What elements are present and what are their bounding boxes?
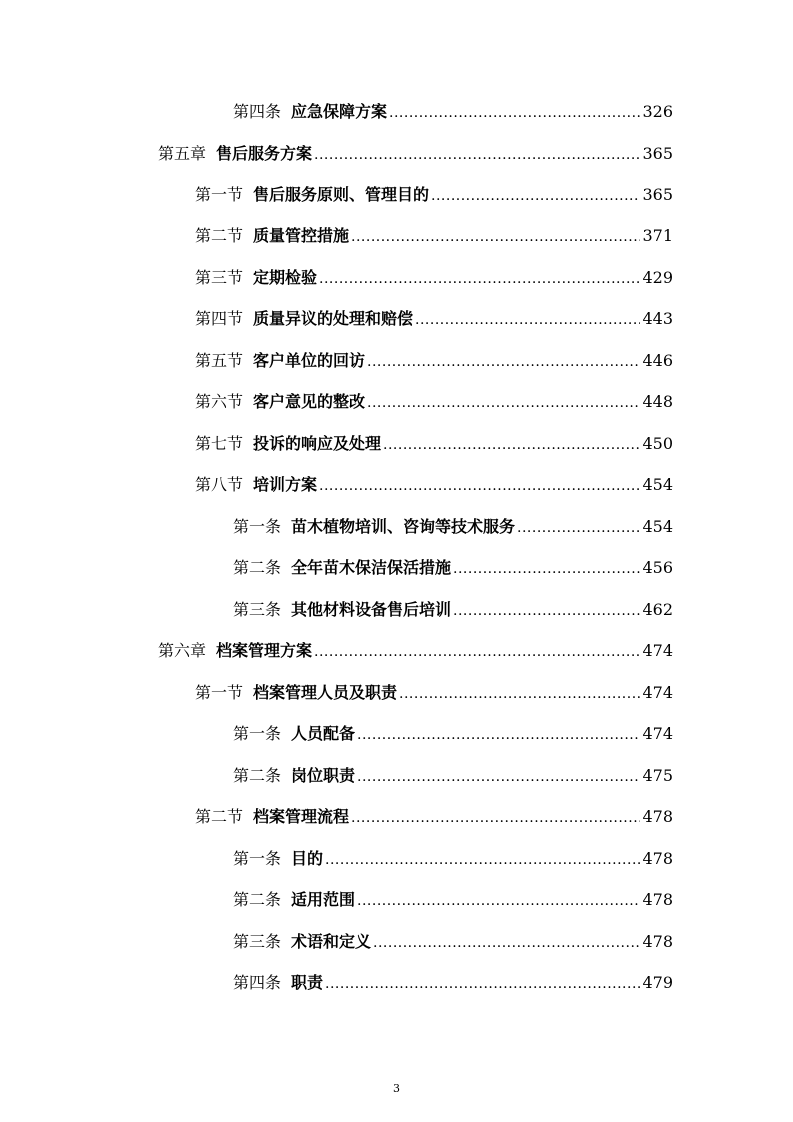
- toc-entry-number: 第七节: [195, 434, 244, 453]
- dot-leader: [314, 643, 640, 661]
- toc-entry-number: 第二条: [233, 890, 282, 909]
- dot-leader: [351, 228, 640, 246]
- dot-leader: [357, 768, 640, 786]
- toc-entry-page: 462: [642, 600, 673, 619]
- toc-entry-title: 岗位职责: [291, 766, 356, 785]
- toc-entry[interactable]: [195, 803, 673, 827]
- toc-entry[interactable]: [233, 554, 673, 578]
- dot-leader: [373, 934, 640, 952]
- toc-entry-page: 474: [642, 683, 673, 702]
- dot-leader: [357, 892, 640, 910]
- toc-entry-page: 478: [642, 807, 673, 826]
- toc-entry[interactable]: [195, 305, 673, 329]
- toc-entry-title: 档案管理人员及职责: [253, 683, 398, 702]
- toc-entry-page: 450: [642, 434, 673, 453]
- toc-entry[interactable]: [195, 679, 673, 703]
- toc-entry[interactable]: [233, 762, 673, 786]
- toc-entry-page: 474: [642, 641, 673, 660]
- toc-entry-page: 478: [642, 890, 673, 909]
- toc-entry-title: 人员配备: [291, 724, 356, 743]
- toc-entry-number: 第一条: [233, 849, 282, 868]
- toc-entry-title: 应急保障方案: [291, 102, 388, 121]
- toc-entry-number: 第一节: [195, 185, 244, 204]
- toc-entry[interactable]: [233, 720, 673, 744]
- toc-entry[interactable]: [195, 347, 673, 371]
- dot-leader: [389, 104, 640, 122]
- dot-leader: [314, 146, 640, 164]
- toc-entry-page: 456: [642, 558, 673, 577]
- toc-entry-title: 客户单位的回访: [253, 351, 366, 370]
- toc-entry[interactable]: [233, 886, 673, 910]
- dot-leader: [453, 560, 640, 578]
- toc-entry-number: 第二条: [233, 766, 282, 785]
- toc-entry-title: 定期检验: [253, 268, 318, 287]
- toc-entry[interactable]: [233, 596, 673, 620]
- dot-leader: [357, 726, 640, 744]
- toc-entry-title: 售后服务方案: [216, 144, 313, 163]
- toc-entry[interactable]: [195, 264, 673, 288]
- toc-entry-page: 365: [642, 144, 673, 163]
- toc-entry-title: 全年苗木保洁保活措施: [291, 558, 452, 577]
- toc-entry[interactable]: [158, 140, 673, 164]
- toc-entry-title: 客户意见的整改: [253, 392, 366, 411]
- toc-entry-number: 第二节: [195, 807, 244, 826]
- toc-entry-page: 371: [642, 226, 673, 245]
- toc-entry-number: 第八节: [195, 475, 244, 494]
- toc-entry-title: 苗木植物培训、咨询等技术服务: [291, 517, 516, 536]
- toc-entry-number: 第三条: [233, 932, 282, 951]
- toc-entry-title: 其他材料设备售后培训: [291, 600, 452, 619]
- toc-entry-number: 第一条: [233, 517, 282, 536]
- dot-leader: [431, 187, 640, 205]
- toc-entry-number: 第五章: [158, 144, 207, 163]
- toc-entry-title: 术语和定义: [291, 932, 372, 951]
- toc-entry-page: 479: [642, 973, 673, 992]
- dot-leader: [517, 519, 640, 537]
- dot-leader: [351, 809, 640, 827]
- toc-entry-page: 429: [642, 268, 673, 287]
- toc-entry-number: 第五节: [195, 351, 244, 370]
- dot-leader: [415, 311, 640, 329]
- toc-entry-number: 第四节: [195, 309, 244, 328]
- toc-entry-page: 475: [642, 766, 673, 785]
- toc-entry-number: 第二节: [195, 226, 244, 245]
- toc-entry-number: 第六章: [158, 641, 207, 660]
- toc-entry[interactable]: [233, 513, 673, 537]
- toc-entry[interactable]: [233, 845, 673, 869]
- toc-entry[interactable]: [158, 637, 673, 661]
- dot-leader: [383, 436, 640, 454]
- toc-entry[interactable]: [195, 181, 673, 205]
- toc-entry-number: 第四条: [233, 973, 282, 992]
- toc-entry[interactable]: [195, 471, 673, 495]
- toc-entry-page: 443: [642, 309, 673, 328]
- toc-entry-page: 454: [642, 475, 673, 494]
- toc-entry-number: 第三条: [233, 600, 282, 619]
- toc-entry-title: 适用范围: [291, 890, 356, 909]
- toc-entry[interactable]: [195, 430, 673, 454]
- toc-entry[interactable]: [233, 928, 673, 952]
- toc-entry[interactable]: [195, 388, 673, 412]
- toc-entry-title: 培训方案: [253, 475, 318, 494]
- dot-leader: [319, 477, 640, 495]
- toc-entry-number: 第六节: [195, 392, 244, 411]
- toc-entry-page: 365: [642, 185, 673, 204]
- dot-leader: [399, 685, 640, 703]
- toc-entry-page: 446: [642, 351, 673, 370]
- toc-entry[interactable]: [233, 98, 673, 122]
- toc-entry-title: 档案管理流程: [253, 807, 350, 826]
- page-number: 3: [393, 1082, 400, 1095]
- dot-leader: [453, 602, 640, 620]
- dot-leader: [367, 353, 640, 371]
- toc-entry-number: 第一条: [233, 724, 282, 743]
- toc-entry-number: 第四条: [233, 102, 282, 121]
- toc-entry-title: 投诉的响应及处理: [253, 434, 382, 453]
- toc-entry[interactable]: [233, 969, 673, 993]
- toc-entry-page: 326: [642, 102, 673, 121]
- dot-leader: [325, 975, 640, 993]
- toc-entry-number: 第一节: [195, 683, 244, 702]
- toc-entry-page: 454: [642, 517, 673, 536]
- toc-entry-number: 第三节: [195, 268, 244, 287]
- toc-entry-title: 售后服务原则、管理目的: [253, 185, 430, 204]
- toc-entry[interactable]: [195, 222, 673, 246]
- dot-leader: [367, 394, 640, 412]
- toc-entry-number: 第二条: [233, 558, 282, 577]
- toc-entry-page: 448: [642, 392, 673, 411]
- toc-entry-title: 质量异议的处理和赔偿: [253, 309, 414, 328]
- toc-entry-title: 质量管控措施: [253, 226, 350, 245]
- toc-entry-page: 474: [642, 724, 673, 743]
- toc-entry-page: 478: [642, 849, 673, 868]
- toc-entry-title: 职责: [291, 973, 324, 992]
- toc-entry-page: 478: [642, 932, 673, 951]
- dot-leader: [325, 851, 640, 869]
- toc-entry-title: 档案管理方案: [216, 641, 313, 660]
- toc-entry-title: 目的: [291, 849, 324, 868]
- dot-leader: [319, 270, 640, 288]
